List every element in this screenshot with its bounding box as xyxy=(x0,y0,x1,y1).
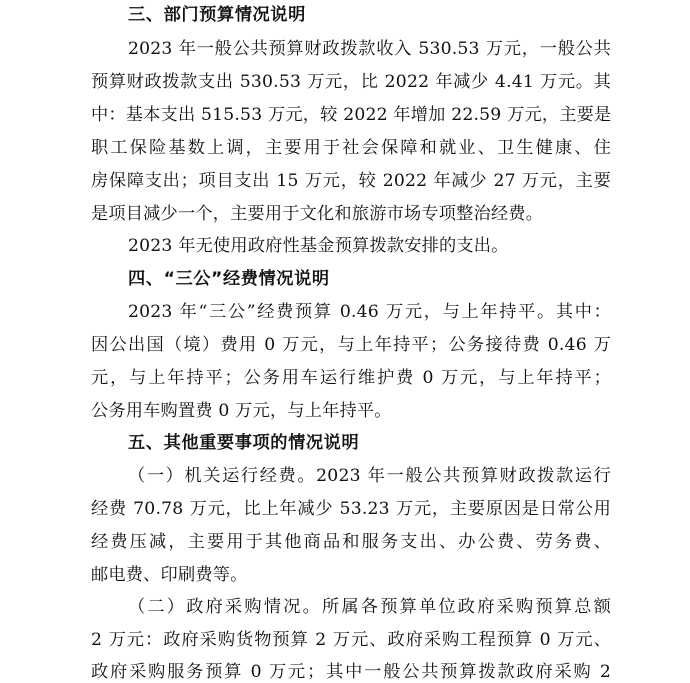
paragraph-line: 2023 年无使用政府性基金预算拨款安排的支出。 xyxy=(128,236,509,256)
paragraph-line: 经费压减，主要用于其他商品和服务支出、办公费、劳务费、 xyxy=(91,532,611,552)
paragraph-line: 因公出国（境）费用 0 万元，与上年持平；公务接待费 0.46 万 xyxy=(91,335,611,355)
paragraph-line: 2023 年“三公”经费预算 0.46 万元，与上年持平。其中： xyxy=(128,302,611,322)
paragraph-line: 中：基本支出 515.53 万元，较 2022 年增加 22.59 万元，主要是 xyxy=(91,105,612,125)
paragraph-line: 2 万元：政府采购货物预算 2 万元、政府采购工程预算 0 万元、 xyxy=(91,630,611,650)
paragraph-line: （二）政府采购情况。所属各预算单位政府采购预算总额 xyxy=(128,597,611,617)
paragraph-line: 职工保险基数上调，主要用于社会保障和就业、卫生健康、住 xyxy=(91,138,611,158)
paragraph-line: 邮电费、印刷费等。 xyxy=(91,565,248,585)
paragraph-line: 是项目减少一个，主要用于文化和旅游市场专项整治经费。 xyxy=(91,204,544,224)
paragraph-line: 预算财政拨款支出 530.53 万元，比 2022 年减少 4.41 万元。其 xyxy=(91,72,611,92)
paragraph-line: 房保障支出；项目支出 15 万元，较 2022 年减少 27 万元，主要 xyxy=(91,171,611,191)
section-heading-other-matters: 五、其他重要事项的情况说明 xyxy=(128,433,360,453)
paragraph-line: 公务用车购置费 0 万元，与上年持平。 xyxy=(91,401,392,421)
paragraph-line: （一）机关运行经费。2023 年一般公共预算财政拨款运行 xyxy=(128,466,611,486)
section-heading-three-public: 四、“三公”经费情况说明 xyxy=(128,269,330,289)
paragraph-line: 政府采购服务预算 0 万元；其中一般公共预算拨款政府采购 2 xyxy=(91,662,611,682)
section-heading-budget: 三、部门预算情况说明 xyxy=(128,5,306,25)
paragraph-line: 经费 70.78 万元，比上年减少 53.23 万元，主要原因是日常公用 xyxy=(91,499,611,519)
paragraph-line: 元，与上年持平；公务用车运行维护费 0 万元，与上年持平； xyxy=(91,368,611,388)
paragraph-line: 2023 年一般公共预算财政拨款收入 530.53 万元，一般公共 xyxy=(128,39,611,59)
